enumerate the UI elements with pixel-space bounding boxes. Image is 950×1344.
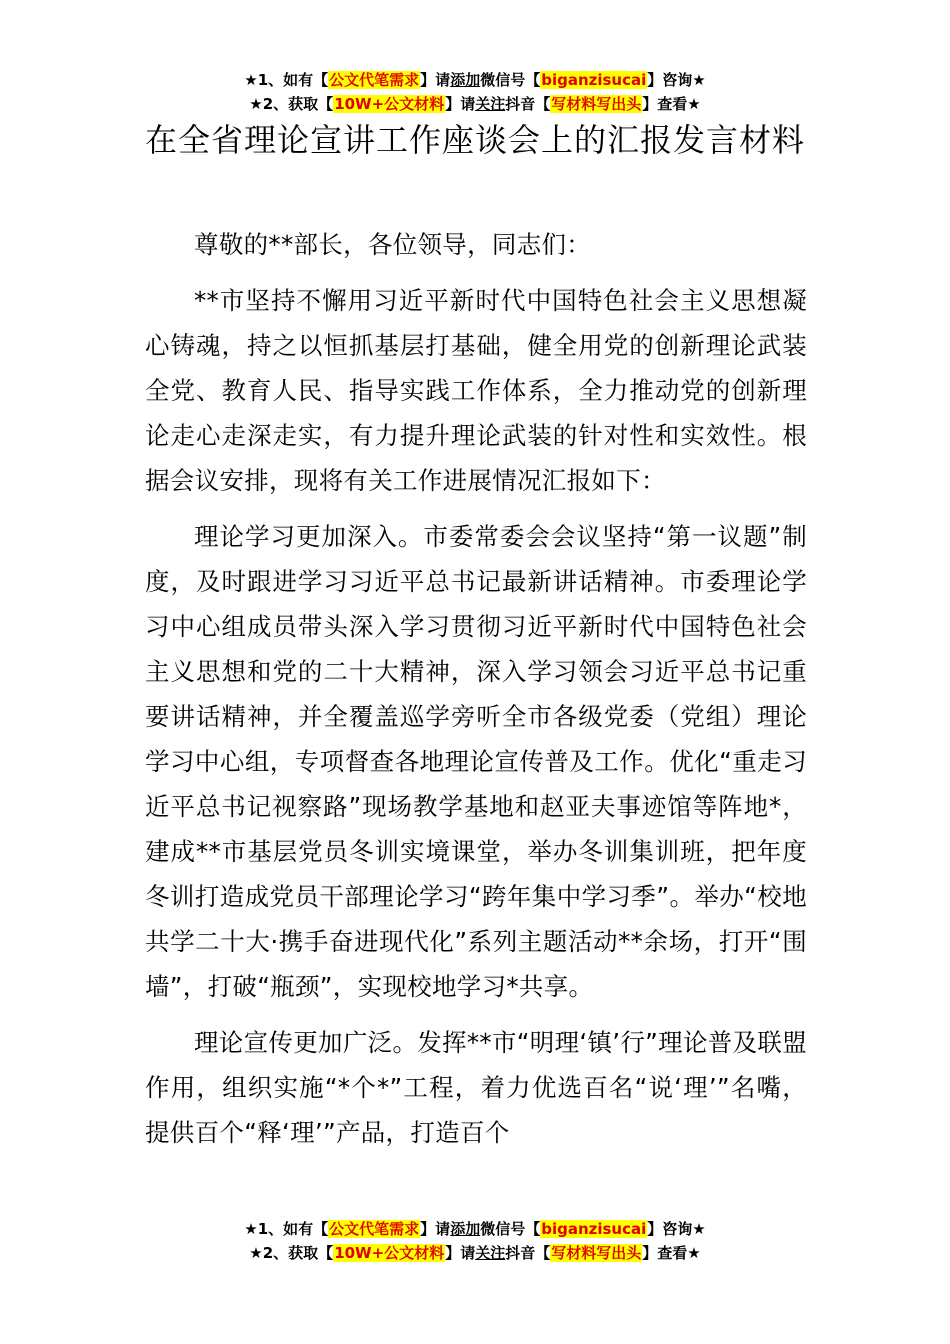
header-line-2 xyxy=(0,92,950,116)
header-line-1 xyxy=(0,68,950,92)
header-banner xyxy=(0,68,950,116)
footer-line-1-text-d: 】咨询★ xyxy=(647,1220,706,1238)
footer-line-2-text-a: ★2、获取【 xyxy=(249,1244,334,1262)
header-line-1-text-c: 微信号【 xyxy=(480,71,541,89)
footer-underline-add: 添加 xyxy=(450,1220,481,1238)
header-highlight-wechat-id: biganzisucai xyxy=(541,71,647,89)
footer-line-1-text-b: 】请 xyxy=(420,1220,451,1238)
theory-publicity-paragraph: 理论宣传更加广泛。发挥**市“明理‘镇’行”理论普及联盟作用，组织实施“*个*”工程，着力优选百名“说‘理’”名嘴，提供百个“释‘理’”产品，打造百个 xyxy=(145,1028,807,1147)
footer-underline-follow: 关注 xyxy=(475,1244,506,1262)
header-line-2-text-d: 】查看★ xyxy=(642,95,701,113)
header-highlight-ghostwriting: 公文代笔需求 xyxy=(329,71,420,89)
footer-line-1-text-c: 微信号【 xyxy=(480,1220,541,1238)
header-highlight-materials: 10W+公文材料 xyxy=(334,95,445,113)
header-line-2-text-a: ★2、获取【 xyxy=(249,95,334,113)
header-line-1-text-b: 】请 xyxy=(420,71,451,89)
header-underline-add: 添加 xyxy=(450,71,481,89)
header-line-2-text-b: 】请 xyxy=(445,95,476,113)
footer-line-1-text-a: ★1、如有【 xyxy=(244,1220,329,1238)
header-line-1-text-d: 】咨询★ xyxy=(647,71,706,89)
footer-line-2-text-d: 】查看★ xyxy=(642,1244,701,1262)
salutation-paragraph: 尊敬的**部长，各位领导，同志们： xyxy=(194,230,592,259)
footer-highlight-materials: 10W+公文材料 xyxy=(334,1244,445,1262)
footer-line-2 xyxy=(0,1241,950,1265)
header-line-2-text-c: 抖音【 xyxy=(505,95,551,113)
document-body xyxy=(145,222,807,1166)
footer-line-2-text-b: 】请 xyxy=(445,1244,476,1262)
footer-highlight-wechat-id: biganzisucai xyxy=(541,1220,647,1238)
footer-highlight-ghostwriting: 公文代笔需求 xyxy=(329,1220,420,1238)
intro-paragraph: **市坚持不懈用习近平新时代中国特色社会主义思想凝心铸魂，持之以恒抓基层打基础，健全用党的创新理论武装全党、教育人民、指导实践工作体系，全力推动党的创新理论走心走深走实，有力提升理论武装的针对性和实效性。根据会议安排，现将有关工作进展情况汇报如下： xyxy=(145,286,807,495)
footer-banner xyxy=(0,1217,950,1265)
footer-highlight-douyin: 写材料写出头 xyxy=(551,1244,642,1262)
header-highlight-douyin: 写材料写出头 xyxy=(551,95,642,113)
footer-line-2-text-c: 抖音【 xyxy=(505,1244,551,1262)
document-title: 在全省理论宣讲工作座谈会上的汇报发言材料 xyxy=(145,121,806,159)
header-underline-follow: 关注 xyxy=(475,95,506,113)
theory-study-paragraph: 理论学习更加深入。市委常委会会议坚持“第一议题”制度，及时跟进学习习近平总书记最新讲话精神。市委理论学习中心组成员带头深入学习贯彻习近平新时代中国特色社会主义思想和党的二十大精神，深入学习领会习近平总书记重要讲话精神，并全覆盖巡学旁听全市各级党委（党组）理论学习中心组，专项督查各地理论宣传普及工作。优化“重走习近平总书记视察路”现场教学基地和赵亚夫事迹馆等阵地*，建成**市基层党员冬训实境课堂，举办冬训集训班，把年度冬训打造成党员干部理论学习“跨年集中学习季”。举办“校地共学二十大·携手奋进现代化”系列主题活动**余场，打开“围墙”，打破“瓶颈”，实现校地学习*共享。 xyxy=(145,522,807,1001)
header-line-1-text-a: ★1、如有【 xyxy=(244,71,329,89)
footer-line-1 xyxy=(0,1217,950,1241)
